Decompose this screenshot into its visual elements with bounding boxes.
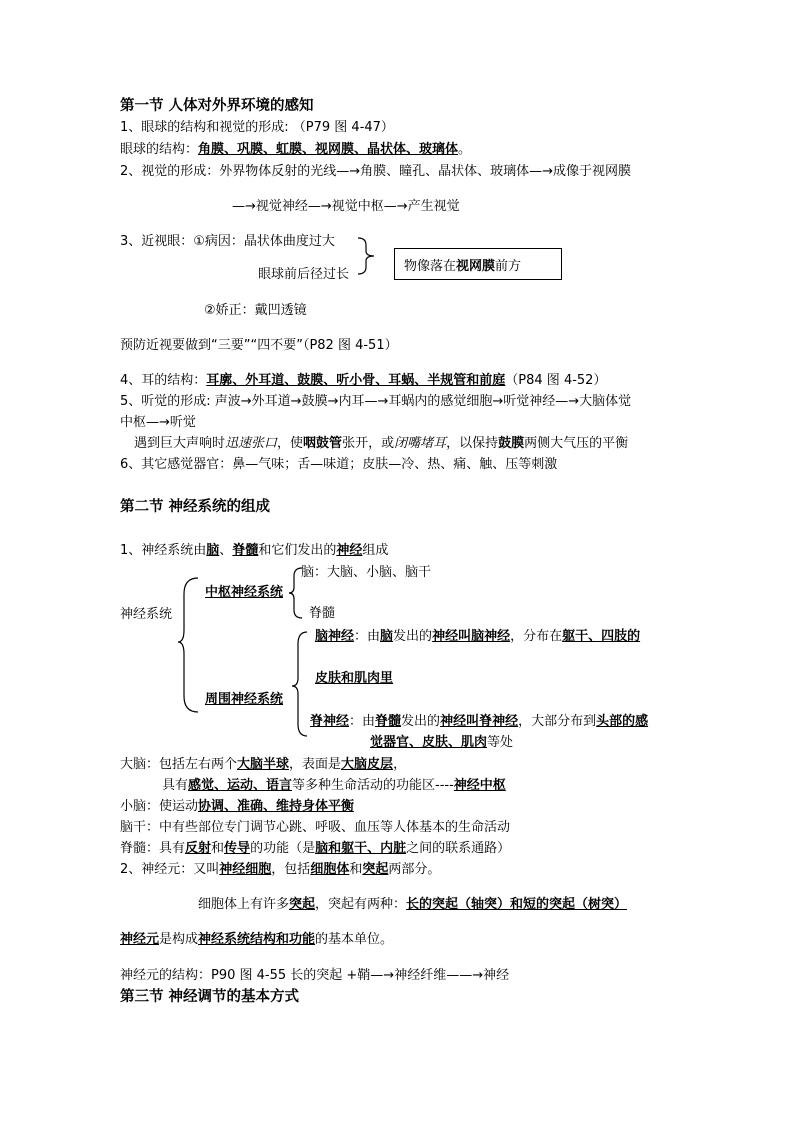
c1-c: 、	[219, 543, 233, 558]
myopia-correction: ②娇正：戴凹透镜	[204, 303, 307, 318]
myopia-cause-2: 眼球前后径过长	[258, 267, 350, 282]
spinal-cord-label: 脊髓	[309, 606, 336, 621]
ear-label: 4、耳的结构：	[120, 373, 207, 388]
brainstem-line: 脑干：中有些部位专门调节心跳、呼吸、血压等人体基本的生命活动	[120, 820, 511, 835]
loud-a: 遇到巨大声响时	[134, 436, 226, 451]
cell-c: ，突起有两种：	[315, 897, 407, 912]
cerebrum-line-2	[162, 777, 506, 795]
cn-d: 发出的	[393, 629, 433, 644]
brain-parts: 脑：大脑、小脑、脑干	[301, 565, 432, 580]
cb-hemisphere: 大脑半球	[237, 757, 290, 772]
ear-structure-line	[120, 372, 606, 390]
cer-balance: 协调、准确、维持身体平衡	[198, 799, 355, 814]
box-pre: 物像落在	[404, 259, 457, 274]
cb-c: ，表面是	[289, 757, 342, 772]
cn-f: ，分布在	[510, 629, 563, 644]
sn-def: 神经叫脊神经	[440, 714, 519, 729]
sn-spinal: 脊髓	[375, 714, 402, 729]
cerebrum-line-1	[120, 756, 406, 774]
cn-trunk: 躯干、四肢的	[562, 629, 641, 644]
ear-parts: 耳廓、外耳道、鼓膜、听小骨、耳蜗、半规管和前庭	[206, 373, 506, 388]
hearing-formation-1: 5、听觉的形成: 声波→外耳道→鼓膜→内耳—→耳蜗内的感觉细胞→听觉神经—→大脑体觉	[120, 394, 632, 409]
nervous-system-composition	[120, 542, 388, 560]
cb2-c: 等多种生命活动的功能区----	[292, 778, 454, 793]
eye-parts: 角膜、巩膜、虹膜、视网膜、晶状体、玻璃体	[198, 142, 459, 157]
sp-reflex: 反射	[185, 841, 212, 856]
neu-cell: 神经细胞	[219, 862, 272, 877]
sp-conduct: 传导	[224, 841, 251, 856]
unit-neuron: 神经元	[120, 932, 160, 947]
cb-cortex: 大脑皮层	[341, 757, 394, 772]
sn-i: 等处	[487, 735, 514, 750]
unit-d: 的基本单位。	[315, 932, 394, 947]
cerebellum-line	[120, 798, 354, 816]
sp-e: 的功能（是	[250, 841, 316, 856]
myopia-prevention: 预防近视要做到“三要”“四不要”（P82 图 4-51）	[120, 338, 398, 353]
cn-brain: 脑	[380, 629, 394, 644]
eye-structure-label: 眼球的结构：	[120, 142, 199, 157]
sn-f: ，大部分布到	[518, 714, 597, 729]
sp-c: 和	[211, 841, 225, 856]
ear-ref: （P84 图 4-52）	[505, 373, 607, 388]
loud-eardrum: 鼓膜	[498, 436, 525, 451]
neu-body: 细胞体	[310, 862, 350, 877]
loud-g: ，以保持	[446, 436, 499, 451]
cell-axon-dendrite: 长的突起（轴突）和短的突起（树突）	[406, 897, 628, 912]
neu-e: 和	[349, 862, 363, 877]
hearing-formation-2: 中枢—→听觉	[120, 415, 196, 430]
central-nervous-system: 中枢神经系统	[205, 585, 284, 600]
cn-b: ：由	[354, 629, 381, 644]
cb2-a: 具有	[162, 778, 189, 793]
spinal-function-line	[120, 840, 510, 858]
cell-process: 突起	[289, 897, 316, 912]
cranial-nerve-line-2: 皮肤和肌肉里	[315, 671, 394, 686]
outer-brace	[176, 572, 208, 718]
sp-a: 脊髓：具有	[120, 841, 186, 856]
cranial-nerve-line-1	[315, 628, 640, 646]
sn-organs: 觉器官、皮肤、肌肉	[370, 735, 488, 750]
unit-b: 是构成	[159, 932, 199, 947]
myopia-result-text	[404, 258, 521, 276]
box-retina: 视网膜	[456, 259, 496, 274]
neu-a: 2、神经元：又叫	[120, 862, 220, 877]
other-senses: 6、其它感觉器官：鼻—气味；舌—味道；皮肤—冷、热、痛、触、压等刺激	[120, 457, 558, 472]
sn-label: 脊神经	[310, 714, 350, 729]
eye-period: 。	[458, 142, 472, 157]
box-post: 前方	[495, 259, 522, 274]
cn-label: 脑神经	[315, 629, 355, 644]
c1-nerves: 神经	[336, 543, 363, 558]
sp-link: 脑和躯干、内脏	[315, 841, 407, 856]
neu-process: 突起	[362, 862, 389, 877]
cn-def: 神经叫脑神经	[432, 629, 511, 644]
neuron-unit-line	[120, 931, 393, 949]
unit-structure: 神经系统结构和功能	[198, 932, 316, 947]
loud-open-mouth: 迅速张口	[225, 436, 278, 451]
eye-structure-heading: 1、眼球的结构和视觉的形成: （P79 图 4-47）	[120, 120, 394, 135]
loud-e: 张开，或	[342, 436, 395, 451]
c1-e: 和它们发出的	[258, 543, 337, 558]
vision-formation-2: —→视觉神经—→视觉中枢—→产生视觉	[232, 199, 460, 214]
loud-cover-ears: 闭嘴堵耳	[394, 436, 447, 451]
loud-eustachian: 咽鼓管	[303, 436, 343, 451]
loud-c: ，使	[277, 436, 304, 451]
sp-g: 之间的联系通路）	[406, 841, 511, 856]
vision-formation-1: 2、视觉的形成：外界物体反射的光线—→角膜、瞳孔、晶状体、玻璃体—→成像于视网膜	[120, 164, 632, 179]
spinal-nerve-line-1	[310, 713, 648, 731]
section2-title: 第二节 神经系统的组成	[120, 499, 271, 515]
sn-d: 发出的	[401, 714, 441, 729]
myopia-brace	[355, 236, 381, 276]
sn-b: ：由	[349, 714, 376, 729]
cb-a: 大脑：包括左右两个	[120, 757, 238, 772]
sn-head: 头部的感	[596, 714, 649, 729]
eye-structure-line	[120, 141, 471, 159]
c1-a: 1、神经系统由	[120, 543, 207, 558]
cell-process-line	[198, 896, 627, 914]
cer-a: 小脑：使运动	[120, 799, 199, 814]
section3-title: 第三节 神经调节的基本方式	[120, 989, 300, 1005]
spinal-nerve-line-2	[370, 734, 513, 752]
c1-brain: 脑	[206, 543, 220, 558]
peripheral-nervous-system: 周围神经系统	[205, 692, 284, 707]
cb2-center: 神经中枢	[453, 778, 506, 793]
cell-a: 细胞体上有许多	[198, 897, 290, 912]
cb2-functions: 感觉、运动、语言	[188, 778, 293, 793]
nervous-system-label: 神经系统	[120, 607, 173, 622]
section1-title: 第一节 人体对外界环境的感知	[120, 98, 314, 114]
cb-e: ，	[393, 757, 407, 772]
neu-g: 两部分。	[388, 862, 441, 877]
neu-c: ，包括	[271, 862, 311, 877]
loud-sound-line	[134, 435, 628, 453]
myopia-cause-1: 3、近视眼：①病因：晶状体曲度过大	[120, 234, 335, 249]
neuron-structure-line: 神经元的结构：P90 图 4-55 长的突起 +鞘—→神经纤维——→神经	[120, 968, 510, 983]
neuron-line	[120, 861, 440, 879]
c1-g: 组成	[362, 543, 389, 558]
loud-i: 两侧大气压的平衡	[524, 436, 629, 451]
c1-spinal: 脊髓	[232, 543, 259, 558]
